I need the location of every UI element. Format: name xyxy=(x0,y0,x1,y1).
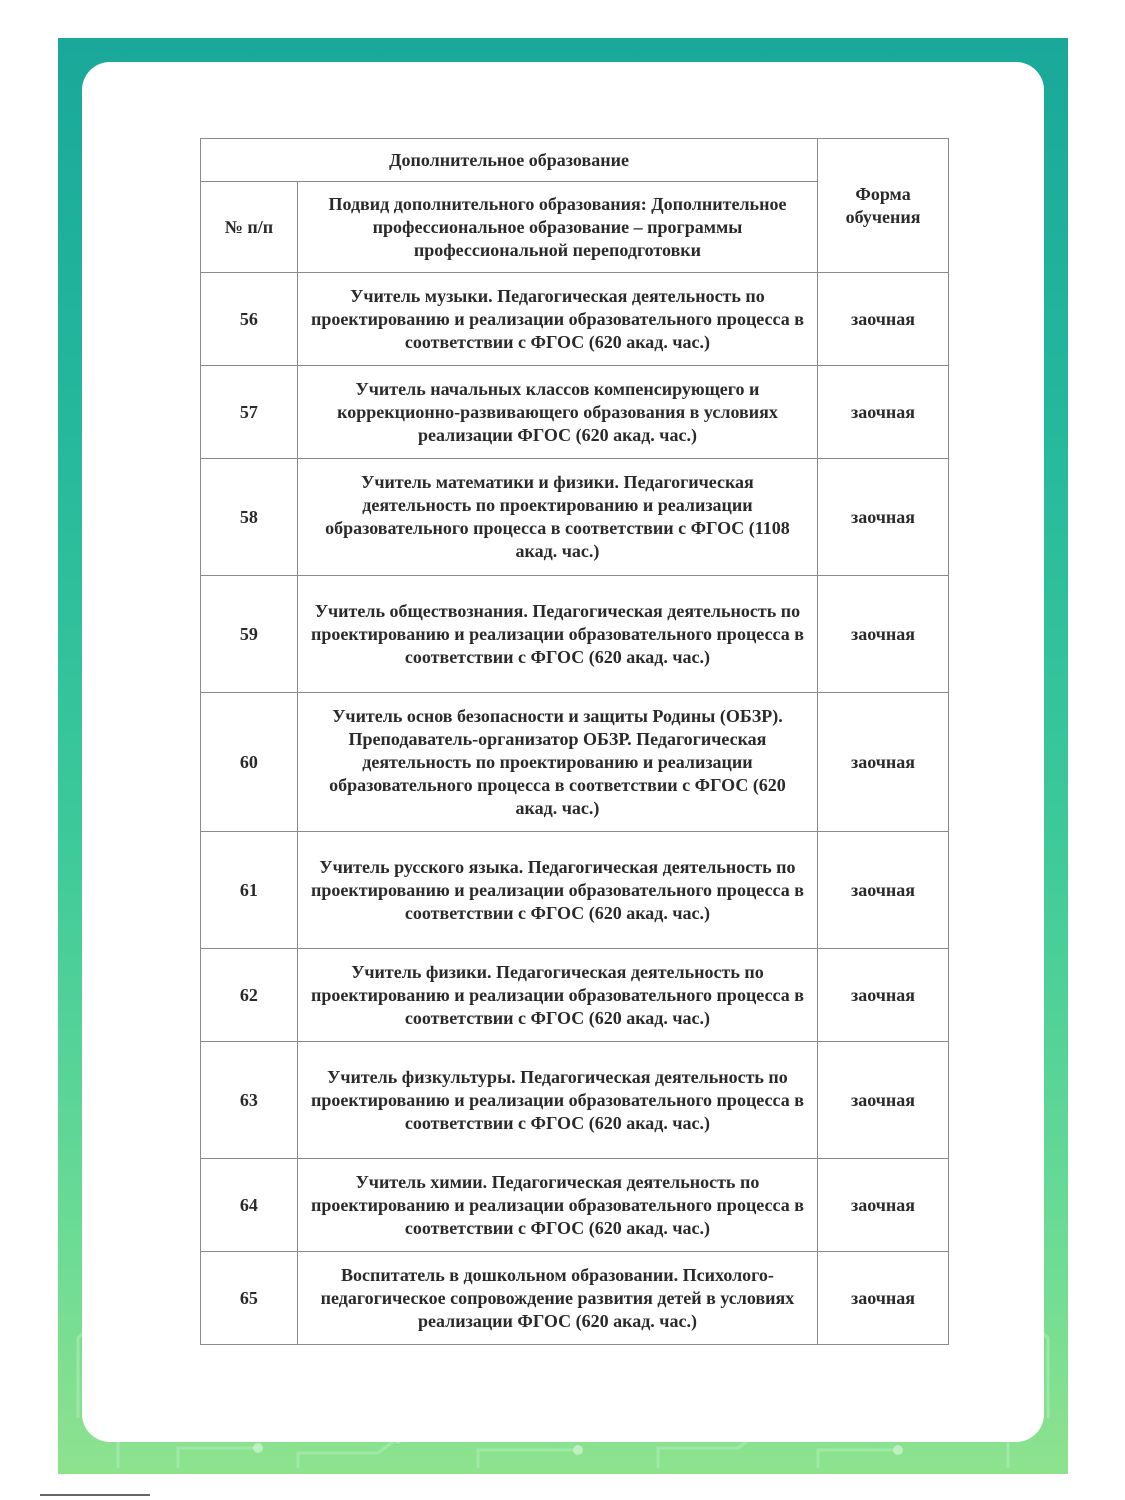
study-form: заочная xyxy=(818,693,949,832)
study-form: заочная xyxy=(818,459,949,576)
study-form: заочная xyxy=(818,576,949,693)
study-form: заочная xyxy=(818,832,949,949)
program-name: Учитель музыки. Педагогическая деятельность по проектированию и реализации образовательного процесса в соответствии с ФГОС (620 акад. час.) xyxy=(297,273,817,366)
program-name: Воспитатель в дошкольном образовании. Психолого-педагогическое сопровождение развития детей в условиях реализации ФГОС (620 акад. час.) xyxy=(297,1252,817,1345)
program-name: Учитель физики. Педагогическая деятельность по проектированию и реализации образовательного процесса в соответствии с ФГОС (620 акад. час.) xyxy=(297,949,817,1042)
table-header-row xyxy=(201,139,949,182)
row-number: 62 xyxy=(201,949,298,1042)
row-number: 56 xyxy=(201,273,298,366)
section-title-cell: Дополнительное образование xyxy=(201,139,818,182)
program-name: Учитель физкультуры. Педагогическая деятельность по проектированию и реализации образовательного процесса в соответствии с ФГОС (620 акад. час.) xyxy=(297,1042,817,1159)
row-number: 64 xyxy=(201,1159,298,1252)
table-row xyxy=(201,459,949,576)
program-name: Учитель основ безопасности и защиты Родины (ОБЗР). Преподаватель-организатор ОБЗР. Педагогическая деятельность по проектированию и реализации образовательного процесса в соответствии с ФГОС (620 акад. час.) xyxy=(297,693,817,832)
row-number: 60 xyxy=(201,693,298,832)
subtype-header-cell: Подвид дополнительного образования: Дополнительное профессиональное образование – программы профессиональной переподготовки xyxy=(297,182,817,273)
table-row xyxy=(201,1042,949,1159)
table-row xyxy=(201,1252,949,1345)
table-row xyxy=(201,366,949,459)
study-form: заочная xyxy=(818,949,949,1042)
table-row xyxy=(201,949,949,1042)
num-header-cell: № п/п xyxy=(201,182,298,273)
program-name: Учитель математики и физики. Педагогическая деятельность по проектированию и реализации образовательного процесса в соответствии с ФГОС (1108 акад. час.) xyxy=(297,459,817,576)
table-row xyxy=(201,832,949,949)
row-number: 63 xyxy=(201,1042,298,1159)
study-form: заочная xyxy=(818,366,949,459)
program-name: Учитель русского языка. Педагогическая деятельность по проектированию и реализации образовательного процесса в соответствии с ФГОС (620 акад. час.) xyxy=(297,832,817,949)
row-number: 61 xyxy=(201,832,298,949)
programs-table xyxy=(200,138,949,1345)
study-form: заочная xyxy=(818,1159,949,1252)
program-name: Учитель химии. Педагогическая деятельность по проектированию и реализации образовательного процесса в соответствии с ФГОС (620 акад. час.) xyxy=(297,1159,817,1252)
study-form: заочная xyxy=(818,1042,949,1159)
row-number: 65 xyxy=(201,1252,298,1345)
table-row xyxy=(201,273,949,366)
program-name: Учитель начальных классов компенсирующего и коррекционно-развивающего образования в условиях реализации ФГОС (620 акад. час.) xyxy=(297,366,817,459)
study-form: заочная xyxy=(818,273,949,366)
scan-edge-line xyxy=(40,1494,150,1496)
table-row xyxy=(201,693,949,832)
table-row xyxy=(201,1159,949,1252)
row-number: 59 xyxy=(201,576,298,693)
study-form: заочная xyxy=(818,1252,949,1345)
form-header-cell: Форма обучения xyxy=(818,139,949,273)
table-row xyxy=(201,576,949,693)
row-number: 58 xyxy=(201,459,298,576)
program-name: Учитель обществознания. Педагогическая деятельность по проектированию и реализации образовательного процесса в соответствии с ФГОС (620 акад. час.) xyxy=(297,576,817,693)
row-number: 57 xyxy=(201,366,298,459)
